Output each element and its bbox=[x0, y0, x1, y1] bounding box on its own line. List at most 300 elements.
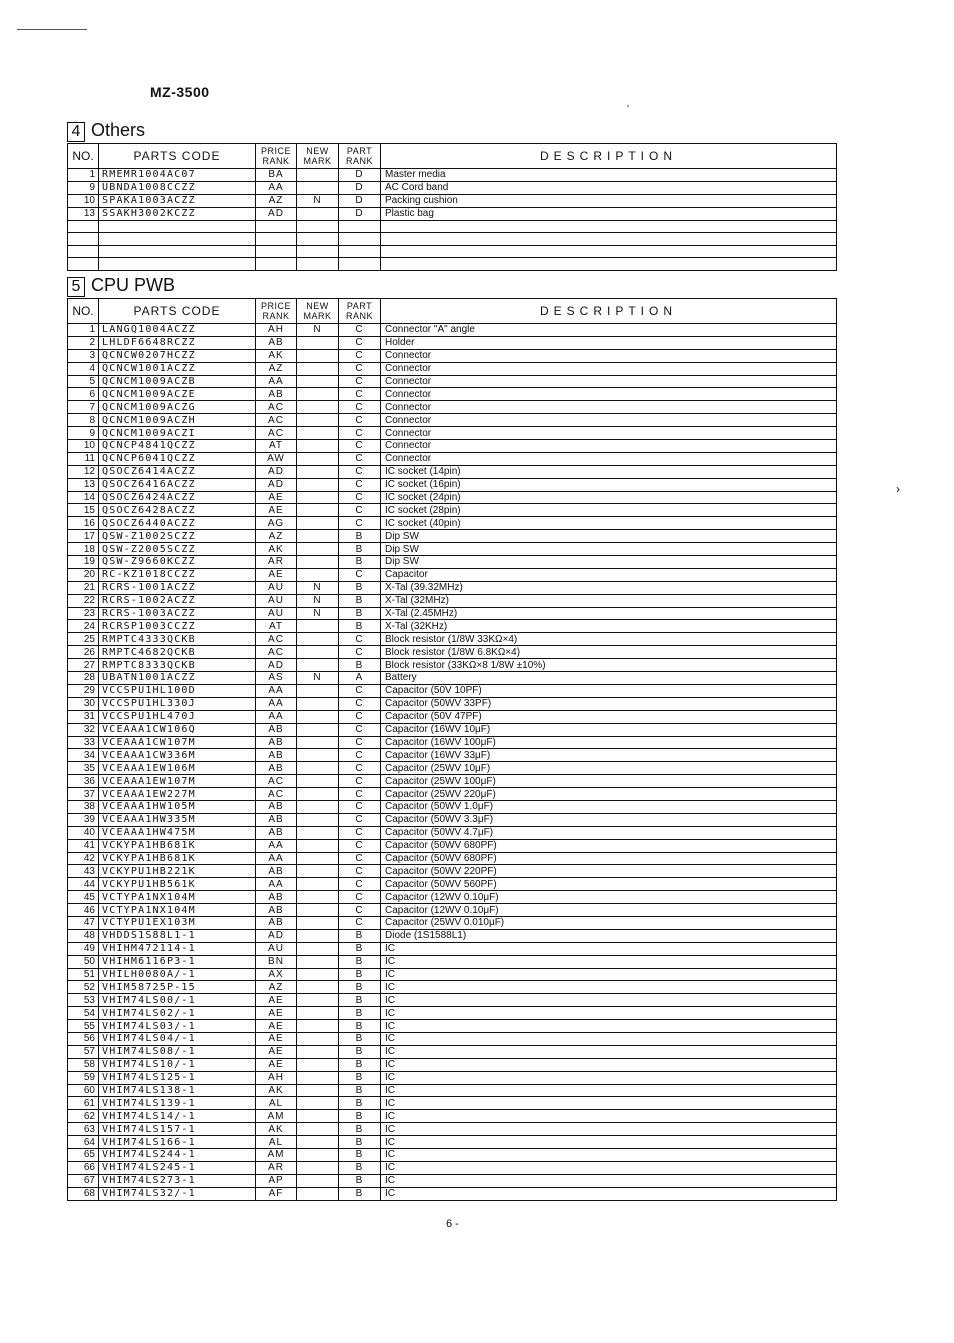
part-rank: B bbox=[339, 1161, 381, 1174]
price-rank: AD bbox=[256, 659, 297, 672]
row-number: 18 bbox=[68, 543, 99, 556]
price-rank: AB bbox=[256, 736, 297, 749]
description: Holder bbox=[381, 336, 837, 349]
description: IC bbox=[381, 1149, 837, 1162]
new-mark bbox=[297, 375, 339, 388]
parts-code: RMPTC8333QCKB bbox=[99, 659, 256, 672]
part-rank: B bbox=[339, 1058, 381, 1071]
row-number: 59 bbox=[68, 1071, 99, 1084]
parts-code: QSOCZ6414ACZZ bbox=[99, 465, 256, 478]
new-mark bbox=[297, 1045, 339, 1058]
part-rank: B bbox=[339, 968, 381, 981]
table-row bbox=[68, 1136, 837, 1149]
new-mark bbox=[297, 427, 339, 440]
parts-code: QSW-Z9660KCZZ bbox=[99, 556, 256, 569]
part-rank: C bbox=[339, 336, 381, 349]
description: Connector bbox=[381, 427, 837, 440]
price-rank: AB bbox=[256, 723, 297, 736]
description: IC bbox=[381, 1007, 837, 1020]
part-rank: B bbox=[339, 1110, 381, 1123]
new-mark bbox=[297, 646, 339, 659]
table-row bbox=[68, 620, 837, 633]
row-number: 25 bbox=[68, 633, 99, 646]
price-rank: AB bbox=[256, 916, 297, 929]
description: Connector bbox=[381, 440, 837, 453]
empty-cell bbox=[339, 220, 381, 233]
price-rank: AM bbox=[256, 1110, 297, 1123]
table-row bbox=[68, 865, 837, 878]
price-rank: BA bbox=[256, 169, 297, 182]
section-number: 4 bbox=[67, 122, 85, 142]
price-rank: AC bbox=[256, 646, 297, 659]
empty-cell bbox=[381, 258, 837, 271]
description: Dip SW bbox=[381, 530, 837, 543]
new-mark bbox=[297, 762, 339, 775]
row-number: 10 bbox=[68, 440, 99, 453]
table-row bbox=[68, 324, 837, 337]
table-row bbox=[68, 1020, 837, 1033]
description: Capacitor (25WV 220μF) bbox=[381, 788, 837, 801]
part-rank: C bbox=[339, 904, 381, 917]
new-mark bbox=[297, 362, 339, 375]
row-number: 27 bbox=[68, 659, 99, 672]
empty-cell bbox=[297, 233, 339, 246]
part-rank: C bbox=[339, 401, 381, 414]
row-number: 48 bbox=[68, 929, 99, 942]
part-rank: C bbox=[339, 646, 381, 659]
description: Capacitor (12WV 0.10μF) bbox=[381, 904, 837, 917]
part-rank: B bbox=[339, 1032, 381, 1045]
new-mark bbox=[297, 865, 339, 878]
price-rank: AR bbox=[256, 556, 297, 569]
part-rank: C bbox=[339, 491, 381, 504]
table-row bbox=[68, 414, 837, 427]
new-mark: N bbox=[297, 594, 339, 607]
new-mark bbox=[297, 465, 339, 478]
new-mark bbox=[297, 916, 339, 929]
empty-cell bbox=[256, 233, 297, 246]
part-rank: B bbox=[339, 981, 381, 994]
parts-code: SSAKH3002KCZZ bbox=[99, 207, 256, 220]
part-rank: C bbox=[339, 504, 381, 517]
table-row bbox=[68, 1084, 837, 1097]
description: Capacitor (50V 47PF) bbox=[381, 710, 837, 723]
new-mark: N bbox=[297, 607, 339, 620]
description: IC bbox=[381, 1084, 837, 1097]
price-rank: AD bbox=[256, 207, 297, 220]
description: Capacitor (50WV 560PF) bbox=[381, 878, 837, 891]
description: Connector bbox=[381, 362, 837, 375]
row-number: 11 bbox=[68, 452, 99, 465]
new-mark bbox=[297, 723, 339, 736]
new-mark bbox=[297, 1149, 339, 1162]
new-mark bbox=[297, 1007, 339, 1020]
parts-code: VCEAAA1CW336M bbox=[99, 749, 256, 762]
description: AC Cord band bbox=[381, 181, 837, 194]
part-rank: B bbox=[339, 1007, 381, 1020]
part-rank: C bbox=[339, 839, 381, 852]
description: Capacitor (50WV 220PF) bbox=[381, 865, 837, 878]
table-row bbox=[68, 478, 837, 491]
row-number: 62 bbox=[68, 1110, 99, 1123]
table-row bbox=[68, 465, 837, 478]
part-rank: B bbox=[339, 1149, 381, 1162]
new-mark bbox=[297, 1187, 339, 1200]
new-mark bbox=[297, 336, 339, 349]
description: Block resistor (1/8W 33KΩ×4) bbox=[381, 633, 837, 646]
part-rank: B bbox=[339, 659, 381, 672]
new-mark bbox=[297, 904, 339, 917]
part-rank: C bbox=[339, 465, 381, 478]
row-number: 13 bbox=[68, 207, 99, 220]
scan-mark bbox=[17, 29, 87, 31]
price-rank: AG bbox=[256, 517, 297, 530]
table-row bbox=[68, 942, 837, 955]
price-rank: AZ bbox=[256, 530, 297, 543]
part-rank: B bbox=[339, 594, 381, 607]
parts-code: VCEAAA1HW105M bbox=[99, 800, 256, 813]
header-new-mark: NEW MARK bbox=[297, 299, 339, 324]
blank-row bbox=[68, 233, 837, 246]
parts-code: VCTYPU1EX103M bbox=[99, 916, 256, 929]
parts-code: RCRSP1003CCZZ bbox=[99, 620, 256, 633]
description: X-Tal (39.32MHz) bbox=[381, 581, 837, 594]
description: IC bbox=[381, 1174, 837, 1187]
row-number: 63 bbox=[68, 1123, 99, 1136]
row-number: 14 bbox=[68, 491, 99, 504]
new-mark bbox=[297, 929, 339, 942]
table-row bbox=[68, 504, 837, 517]
part-rank: C bbox=[339, 813, 381, 826]
new-mark bbox=[297, 1058, 339, 1071]
row-number: 33 bbox=[68, 736, 99, 749]
new-mark bbox=[297, 452, 339, 465]
parts-code: VCEAAA1CW106Q bbox=[99, 723, 256, 736]
description: Capacitor (50WV 3.3μF) bbox=[381, 813, 837, 826]
part-rank: C bbox=[339, 736, 381, 749]
price-rank: AZ bbox=[256, 194, 297, 207]
price-rank: AE bbox=[256, 491, 297, 504]
price-rank: AE bbox=[256, 1032, 297, 1045]
table-row bbox=[68, 1149, 837, 1162]
description: Capacitor (50WV 4.7μF) bbox=[381, 826, 837, 839]
parts-code: VHIM74LS10/-1 bbox=[99, 1058, 256, 1071]
row-number: 30 bbox=[68, 697, 99, 710]
part-rank: B bbox=[339, 620, 381, 633]
section-name: CPU PWB bbox=[91, 275, 176, 295]
empty-cell bbox=[297, 220, 339, 233]
price-rank: AH bbox=[256, 324, 297, 337]
new-mark bbox=[297, 543, 339, 556]
row-number: 20 bbox=[68, 568, 99, 581]
description: IC bbox=[381, 1071, 837, 1084]
part-rank: B bbox=[339, 955, 381, 968]
parts-code: VCTYPA1NX104M bbox=[99, 891, 256, 904]
table-row bbox=[68, 607, 837, 620]
description: IC bbox=[381, 994, 837, 1007]
price-rank: AE bbox=[256, 1058, 297, 1071]
row-number: 46 bbox=[68, 904, 99, 917]
row-number: 28 bbox=[68, 672, 99, 685]
row-number: 57 bbox=[68, 1045, 99, 1058]
new-mark bbox=[297, 1097, 339, 1110]
table-row bbox=[68, 749, 837, 762]
price-rank: AC bbox=[256, 633, 297, 646]
description: Dip SW bbox=[381, 543, 837, 556]
price-rank: AA bbox=[256, 697, 297, 710]
header-description: DESCRIPTION bbox=[381, 299, 837, 324]
parts-code: UBATN1001ACZZ bbox=[99, 672, 256, 685]
parts-code: VHIM74LS03/-1 bbox=[99, 1020, 256, 1033]
new-mark bbox=[297, 684, 339, 697]
parts-code: LANGQ1004ACZZ bbox=[99, 324, 256, 337]
table-row bbox=[68, 1123, 837, 1136]
part-rank: C bbox=[339, 452, 381, 465]
description: Capacitor (25WV 100μF) bbox=[381, 775, 837, 788]
table-row bbox=[68, 646, 837, 659]
new-mark bbox=[297, 401, 339, 414]
description: Connector bbox=[381, 349, 837, 362]
parts-code: QSOCZ6440ACZZ bbox=[99, 517, 256, 530]
description: Connector bbox=[381, 388, 837, 401]
header-no: NO. bbox=[68, 299, 99, 324]
part-rank: B bbox=[339, 530, 381, 543]
blank-row bbox=[68, 245, 837, 258]
row-number: 31 bbox=[68, 710, 99, 723]
table-row bbox=[68, 775, 837, 788]
part-rank: B bbox=[339, 607, 381, 620]
table-row bbox=[68, 672, 837, 685]
parts-code: SPAKA1003ACZZ bbox=[99, 194, 256, 207]
row-number: 2 bbox=[68, 336, 99, 349]
parts-code: VHIHM472114-1 bbox=[99, 942, 256, 955]
new-mark bbox=[297, 1084, 339, 1097]
table-row bbox=[68, 594, 837, 607]
row-number: 49 bbox=[68, 942, 99, 955]
parts-code: VCKYPU1HB221K bbox=[99, 865, 256, 878]
new-mark bbox=[297, 813, 339, 826]
description: IC bbox=[381, 942, 837, 955]
description: IC bbox=[381, 1161, 837, 1174]
new-mark bbox=[297, 800, 339, 813]
table-row bbox=[68, 929, 837, 942]
new-mark bbox=[297, 994, 339, 1007]
new-mark bbox=[297, 207, 339, 220]
price-rank: AL bbox=[256, 1136, 297, 1149]
empty-cell bbox=[297, 245, 339, 258]
scan-dot: ' bbox=[627, 104, 629, 115]
price-rank: AL bbox=[256, 1097, 297, 1110]
table-row bbox=[68, 427, 837, 440]
new-mark bbox=[297, 826, 339, 839]
row-number: 60 bbox=[68, 1084, 99, 1097]
parts-code: VCKYPU1HB561K bbox=[99, 878, 256, 891]
part-rank: B bbox=[339, 1084, 381, 1097]
price-rank: AE bbox=[256, 1007, 297, 1020]
part-rank: B bbox=[339, 1071, 381, 1084]
header-price-rank: PRICE RANK bbox=[256, 144, 297, 169]
description: IC bbox=[381, 1045, 837, 1058]
description: IC socket (28pin) bbox=[381, 504, 837, 517]
new-mark bbox=[297, 530, 339, 543]
row-number: 1 bbox=[68, 169, 99, 182]
description: Capacitor (25WV 10μF) bbox=[381, 762, 837, 775]
empty-cell bbox=[381, 220, 837, 233]
row-number: 4 bbox=[68, 362, 99, 375]
description: Capacitor (16WV 10μF) bbox=[381, 723, 837, 736]
table-row bbox=[68, 401, 837, 414]
table-row bbox=[68, 169, 837, 182]
parts-code: QCNCM1009ACZI bbox=[99, 427, 256, 440]
new-mark bbox=[297, 1032, 339, 1045]
empty-cell bbox=[99, 245, 256, 258]
description: IC bbox=[381, 1097, 837, 1110]
new-mark bbox=[297, 181, 339, 194]
table-row bbox=[68, 1007, 837, 1020]
row-number: 10 bbox=[68, 194, 99, 207]
parts-code: RCRS-1001ACZZ bbox=[99, 581, 256, 594]
table-row bbox=[68, 1161, 837, 1174]
price-rank: AC bbox=[256, 414, 297, 427]
blank-row bbox=[68, 258, 837, 271]
new-mark bbox=[297, 710, 339, 723]
row-number: 47 bbox=[68, 916, 99, 929]
price-rank: AK bbox=[256, 543, 297, 556]
parts-code: RMEMR1004AC07 bbox=[99, 169, 256, 182]
description: Connector bbox=[381, 375, 837, 388]
description: IC bbox=[381, 1136, 837, 1149]
part-rank: C bbox=[339, 697, 381, 710]
price-rank: AA bbox=[256, 839, 297, 852]
part-rank: B bbox=[339, 1097, 381, 1110]
part-rank: D bbox=[339, 207, 381, 220]
new-mark bbox=[297, 1020, 339, 1033]
new-mark bbox=[297, 942, 339, 955]
part-rank: C bbox=[339, 826, 381, 839]
part-rank: B bbox=[339, 942, 381, 955]
parts-code: LHLDF6648RCZZ bbox=[99, 336, 256, 349]
part-rank: B bbox=[339, 1136, 381, 1149]
part-rank: C bbox=[339, 440, 381, 453]
table-row bbox=[68, 1058, 837, 1071]
description: IC bbox=[381, 1123, 837, 1136]
table-row bbox=[68, 1097, 837, 1110]
price-rank: AA bbox=[256, 375, 297, 388]
row-number: 40 bbox=[68, 826, 99, 839]
parts-code: QCNCP4841QCZZ bbox=[99, 440, 256, 453]
new-mark bbox=[297, 1071, 339, 1084]
price-rank: AU bbox=[256, 942, 297, 955]
description: IC bbox=[381, 968, 837, 981]
empty-cell bbox=[256, 258, 297, 271]
part-rank: C bbox=[339, 362, 381, 375]
empty-cell bbox=[339, 245, 381, 258]
new-mark bbox=[297, 388, 339, 401]
parts-code: VHIM74LS138-1 bbox=[99, 1084, 256, 1097]
new-mark bbox=[297, 491, 339, 504]
parts-table-cpu-pwb bbox=[67, 298, 837, 1201]
parts-code: QSW-Z2005SCZZ bbox=[99, 543, 256, 556]
part-rank: C bbox=[339, 878, 381, 891]
parts-code: VHIM74LS273-1 bbox=[99, 1174, 256, 1187]
price-rank: AZ bbox=[256, 362, 297, 375]
table-row bbox=[68, 517, 837, 530]
price-rank: AU bbox=[256, 581, 297, 594]
price-rank: AP bbox=[256, 1174, 297, 1187]
row-number: 38 bbox=[68, 800, 99, 813]
description: IC bbox=[381, 1187, 837, 1200]
description: Dip SW bbox=[381, 556, 837, 569]
header-part-rank: PART RANK bbox=[339, 144, 381, 169]
row-number: 8 bbox=[68, 414, 99, 427]
parts-code: VCEAAA1EW106M bbox=[99, 762, 256, 775]
new-mark: N bbox=[297, 672, 339, 685]
new-mark bbox=[297, 878, 339, 891]
price-rank: AK bbox=[256, 1123, 297, 1136]
price-rank: AB bbox=[256, 904, 297, 917]
parts-code: QCNCW1001ACZZ bbox=[99, 362, 256, 375]
part-rank: C bbox=[339, 916, 381, 929]
section-number: 5 bbox=[67, 277, 85, 297]
empty-cell bbox=[68, 233, 99, 246]
empty-cell bbox=[381, 245, 837, 258]
new-mark bbox=[297, 749, 339, 762]
new-mark bbox=[297, 1110, 339, 1123]
new-mark: N bbox=[297, 581, 339, 594]
table-row bbox=[68, 981, 837, 994]
description: Capacitor (50WV 33PF) bbox=[381, 697, 837, 710]
part-rank: B bbox=[339, 581, 381, 594]
price-rank: BN bbox=[256, 955, 297, 968]
price-rank: AH bbox=[256, 1071, 297, 1084]
parts-code: RC-KZ1018CCZZ bbox=[99, 568, 256, 581]
new-mark bbox=[297, 568, 339, 581]
parts-code: VCEAAA1EW227M bbox=[99, 788, 256, 801]
description: IC socket (16pin) bbox=[381, 478, 837, 491]
price-rank: AE bbox=[256, 568, 297, 581]
row-number: 66 bbox=[68, 1161, 99, 1174]
new-mark bbox=[297, 955, 339, 968]
price-rank: AD bbox=[256, 465, 297, 478]
header-parts-code: PARTS CODE bbox=[99, 299, 256, 324]
row-number: 12 bbox=[68, 465, 99, 478]
blank-row bbox=[68, 220, 837, 233]
model-number: MZ-3500 bbox=[150, 84, 210, 100]
parts-code: QCNCW0207HCZZ bbox=[99, 349, 256, 362]
description: Capacitor (16WV 33μF) bbox=[381, 749, 837, 762]
part-rank: B bbox=[339, 929, 381, 942]
table-row bbox=[68, 207, 837, 220]
table-row bbox=[68, 491, 837, 504]
new-mark bbox=[297, 620, 339, 633]
parts-code: VCEAAA1CW107M bbox=[99, 736, 256, 749]
row-number: 17 bbox=[68, 530, 99, 543]
table-row bbox=[68, 710, 837, 723]
part-rank: B bbox=[339, 1123, 381, 1136]
part-rank: A bbox=[339, 672, 381, 685]
new-mark bbox=[297, 775, 339, 788]
row-number: 29 bbox=[68, 684, 99, 697]
new-mark bbox=[297, 788, 339, 801]
price-rank: AC bbox=[256, 427, 297, 440]
row-number: 37 bbox=[68, 788, 99, 801]
parts-code: VCEAAA1HW335M bbox=[99, 813, 256, 826]
empty-cell bbox=[99, 258, 256, 271]
table-row bbox=[68, 1174, 837, 1187]
price-rank: AB bbox=[256, 800, 297, 813]
parts-code: QCNCM1009ACZG bbox=[99, 401, 256, 414]
table-row bbox=[68, 813, 837, 826]
